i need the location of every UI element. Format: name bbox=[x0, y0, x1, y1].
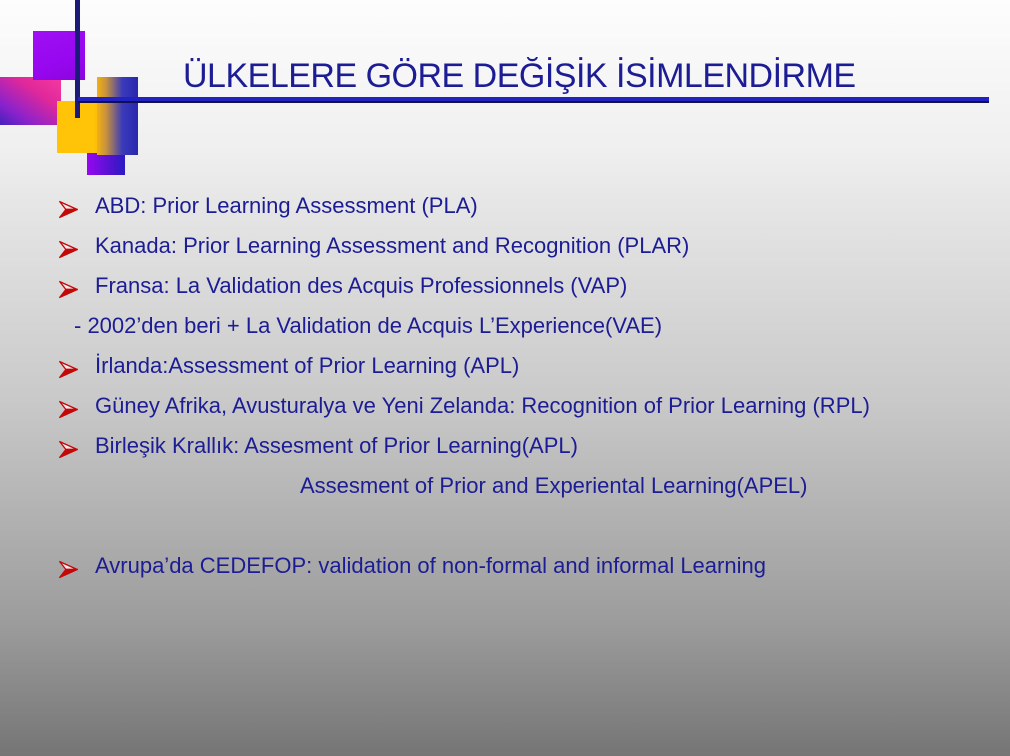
title-underline-rule bbox=[78, 97, 989, 103]
list-item bbox=[0, 508, 905, 548]
bullet-arrow-icon bbox=[58, 235, 79, 256]
list-item-text: ABD: Prior Learning Assessment (PLA) bbox=[95, 193, 478, 218]
list-item-text: Kanada: Prior Learning Assessment and Recognition (PLAR) bbox=[95, 233, 690, 258]
list-item-text: - 2002’den beri + La Validation de Acquis L’Experience(VAE) bbox=[74, 313, 663, 338]
bullet-arrow-icon bbox=[58, 435, 79, 456]
bullet-arrow-icon bbox=[58, 195, 79, 216]
bullet-arrow-icon bbox=[58, 275, 79, 296]
list-item-text: Birleşik Krallık: Assesment of Prior Learning(APL) bbox=[95, 433, 578, 458]
list-item-text: Assesment of Prior and Experiental Learning(APEL) bbox=[300, 473, 808, 498]
bullet-arrow-icon bbox=[58, 555, 79, 576]
list-item bbox=[0, 268, 905, 303]
list-item bbox=[0, 308, 905, 343]
logo-square-gold-blue bbox=[97, 77, 138, 155]
list-item bbox=[0, 348, 905, 383]
list-item bbox=[0, 388, 905, 423]
list-item bbox=[0, 428, 905, 463]
list-item-text: Güney Afrika, Avusturalya ve Yeni Zelanda: Recognition of Prior Learning (RPL) bbox=[95, 393, 870, 418]
list-item bbox=[0, 468, 905, 503]
list-item-text: Fransa: La Validation des Acquis Professionnels (VAP) bbox=[95, 273, 628, 298]
bullet-arrow-icon bbox=[58, 395, 79, 416]
list-item-text: İrlanda:Assessment of Prior Learning (APL) bbox=[95, 353, 520, 378]
list-item bbox=[0, 188, 905, 223]
bullet-list bbox=[0, 188, 1010, 588]
list-item bbox=[0, 228, 905, 263]
list-item-text: Avrupa’da CEDEFOP: validation of non-formal and informal Learning bbox=[95, 553, 766, 578]
slide-title: ÜLKELERE GÖRE DEĞİŞİK İSİMLENDİRME bbox=[183, 57, 856, 95]
logo-square-pink bbox=[0, 77, 61, 125]
list-item bbox=[0, 548, 905, 583]
bullet-arrow-icon bbox=[58, 355, 79, 376]
